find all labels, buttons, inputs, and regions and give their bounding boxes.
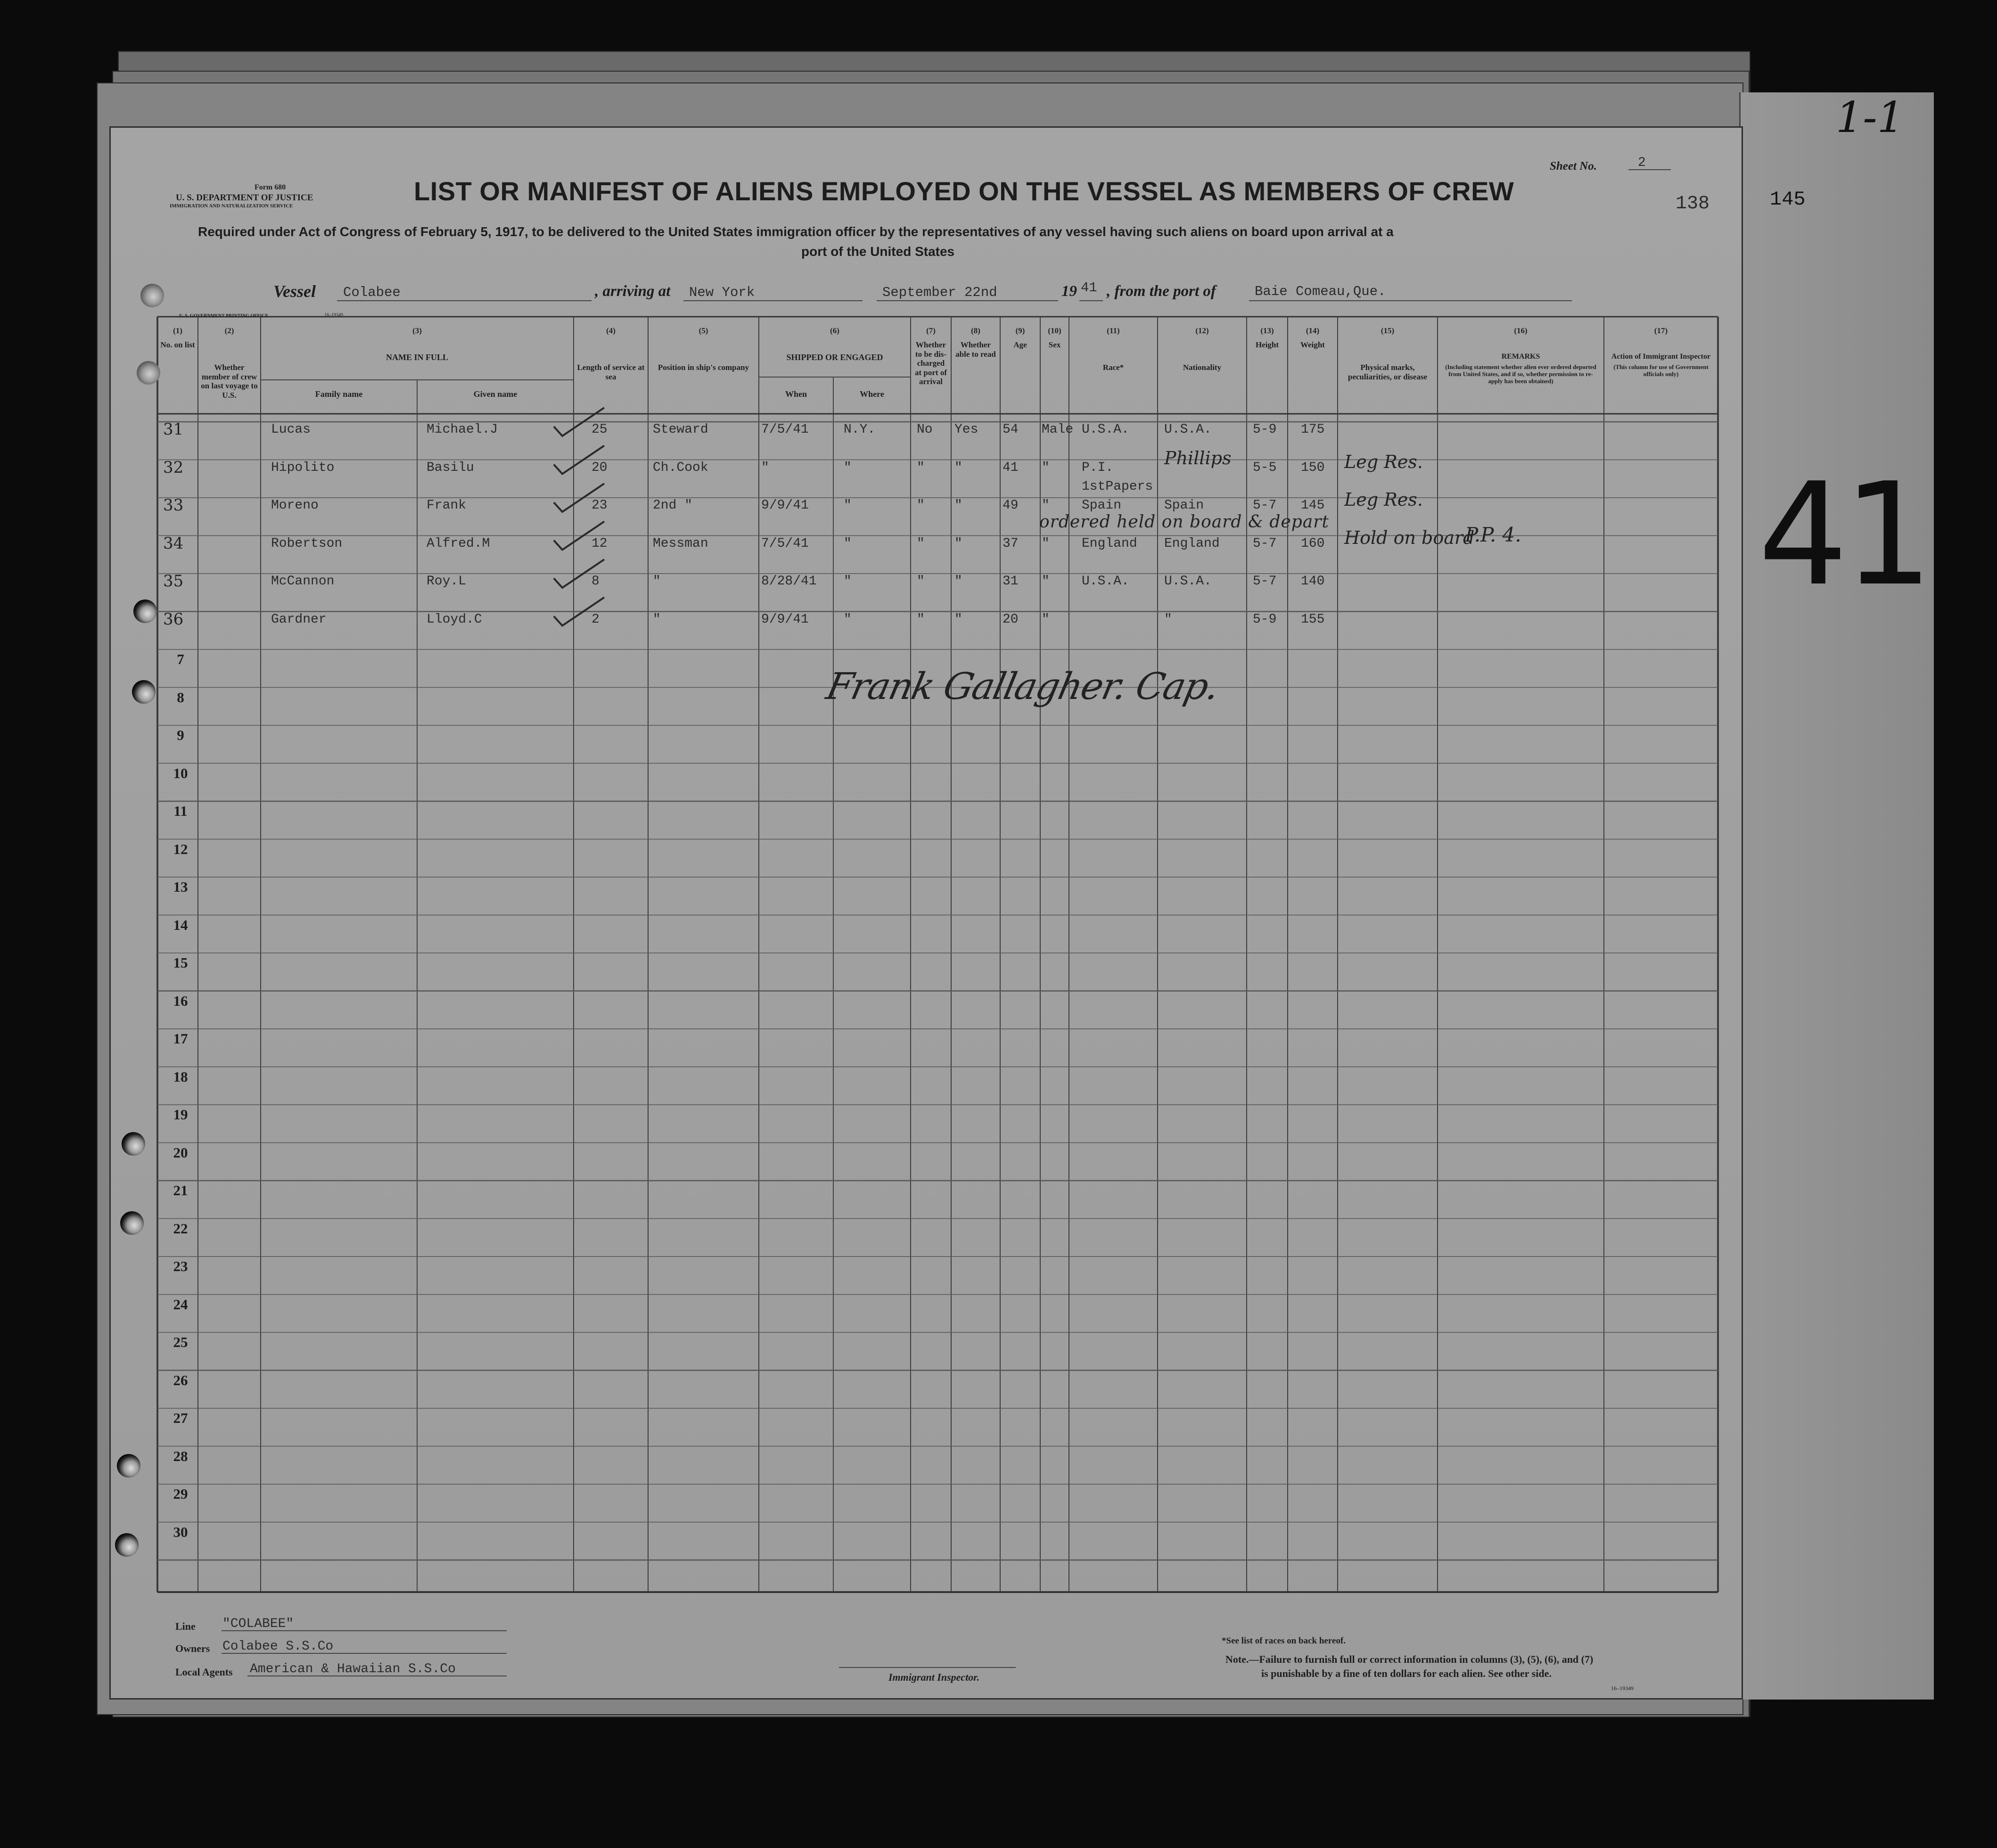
- column-number: (2): [224, 326, 234, 335]
- column-number: (3): [412, 326, 422, 335]
- age-cell: 31: [1003, 574, 1019, 589]
- column-number: (16): [1514, 326, 1528, 335]
- discharged-cell: ": [917, 612, 925, 627]
- able-to-read-cell: ": [954, 498, 962, 513]
- row-number: 13: [173, 879, 188, 895]
- overwritten-annotation: ordered held on board & depart: [1039, 512, 1329, 532]
- penalty-note-line2: is punishable by a fine of ten dollars for each alien. See other side.: [1261, 1667, 1552, 1679]
- weight-cell: 145: [1301, 498, 1325, 513]
- shipped-when-cell: 8/28/41: [761, 574, 817, 589]
- row-number: 14: [173, 916, 188, 933]
- row-number: 24: [173, 1296, 188, 1313]
- column-number: (12): [1195, 326, 1209, 335]
- able-to-read-cell: Yes: [954, 422, 978, 437]
- sex-cell: ": [1042, 498, 1050, 513]
- row-number: 12: [173, 840, 188, 857]
- nationality-cell: U.S.A.: [1164, 574, 1212, 589]
- service-length-cell: 8: [592, 574, 600, 589]
- family-name-cell: Moreno: [271, 498, 319, 513]
- page-title: LIST OR MANIFEST OF ALIENS EMPLOYED ON THE VESSEL AS MEMBERS OF CREW: [414, 176, 1514, 206]
- column-header: No. on list: [160, 340, 195, 349]
- shipped-where-cell: ": [844, 498, 852, 513]
- year-prefix: 19: [1061, 283, 1077, 300]
- able-to-read-cell: ": [954, 460, 962, 475]
- owners-label: Owners: [175, 1643, 210, 1654]
- given-name-cell: Basilu: [427, 460, 474, 475]
- sex-cell: ": [1042, 460, 1050, 475]
- stamp-145: 145: [1770, 188, 1806, 211]
- family-name-cell: Lucas: [271, 422, 311, 437]
- family-name-cell: McCannon: [271, 574, 335, 589]
- shipped-when-cell: 9/9/41: [761, 612, 809, 627]
- row-number: 26: [173, 1372, 188, 1388]
- age-cell: 49: [1003, 498, 1019, 513]
- row-number: 11: [173, 803, 188, 819]
- column-number: (11): [1107, 326, 1120, 335]
- row-number: 9: [177, 727, 184, 743]
- column-number: (13): [1260, 326, 1274, 335]
- arriving-port: New York: [689, 285, 755, 300]
- column-number: (9): [1015, 326, 1025, 335]
- column-header: NAME IN FULL: [386, 353, 448, 362]
- age-cell: 37: [1003, 536, 1019, 551]
- column-header: Whether member of crew on last voyage to U.S.: [201, 363, 258, 400]
- height-cell: 5-7: [1253, 574, 1277, 589]
- stamp-138: 138: [1676, 193, 1710, 214]
- shipped-when-cell: 9/9/41: [761, 498, 809, 513]
- shipped-when-cell: 7/5/41: [761, 536, 809, 551]
- form-number: Form 680: [255, 183, 286, 191]
- discharged-cell: ": [917, 460, 925, 475]
- row-number: 33: [163, 496, 184, 515]
- given-name-cell: Lloyd.C: [427, 612, 482, 627]
- race-note-cell: 1stPapers: [1082, 479, 1153, 494]
- weight-cell: 140: [1301, 574, 1325, 589]
- row-number: 7: [177, 651, 184, 667]
- vessel-name: Colabee: [343, 285, 401, 300]
- service-length-cell: 12: [592, 536, 608, 551]
- owners-value: Colabee S.S.Co: [222, 1639, 334, 1654]
- agents-label: Local Agents: [175, 1666, 233, 1678]
- row-number: 17: [173, 1030, 188, 1047]
- arriving-label: , arriving at: [595, 283, 671, 300]
- column-header: Height: [1255, 340, 1279, 349]
- binder-hole: [120, 1211, 144, 1235]
- column-header: Whether able to read: [955, 340, 996, 359]
- line-value: "COLABEE": [222, 1617, 294, 1631]
- row-number: 36: [163, 609, 184, 629]
- sex-cell: ": [1042, 612, 1050, 627]
- discharged-cell: ": [917, 574, 925, 589]
- column-header: Race*: [1102, 363, 1124, 372]
- binder-hole: [122, 1132, 145, 1156]
- binder-hole: [133, 600, 157, 623]
- able-to-read-cell: ": [954, 536, 962, 551]
- height-cell: 5-7: [1253, 498, 1277, 513]
- row-number: 31: [163, 420, 184, 439]
- shipped-where-cell: ": [844, 612, 852, 627]
- service-name: IMMIGRATION AND NATURALIZATION SERVICE: [170, 203, 293, 209]
- races-note: *See list of races on back hereof.: [1222, 1636, 1346, 1646]
- height-cell: 5-9: [1253, 422, 1277, 437]
- column-header: Sex: [1048, 340, 1061, 349]
- position-cell: ": [653, 574, 661, 589]
- agents-value: American & Hawaiian S.S.Co: [250, 1662, 456, 1676]
- row-number: 22: [173, 1220, 188, 1237]
- height-cell: 5-7: [1253, 536, 1277, 551]
- nationality-cell: England: [1164, 536, 1220, 551]
- arrival-date: September 22nd: [882, 285, 997, 300]
- discharged-cell: ": [917, 498, 925, 513]
- nationality-cell: Spain: [1164, 498, 1204, 513]
- weight-cell: 155: [1301, 612, 1325, 627]
- master-signature: Frank Gallagher. Cap.: [822, 665, 1223, 708]
- column-number: (1): [173, 326, 182, 335]
- service-length-cell: 25: [592, 422, 608, 437]
- column-header: Action of Immigrant Inspector: [1611, 353, 1711, 361]
- binder-hole: [137, 361, 160, 385]
- binder-hole: [140, 284, 164, 307]
- race-cell: U.S.A.: [1082, 422, 1129, 437]
- sheet-number: 2: [1638, 156, 1646, 170]
- column-number: (8): [971, 326, 980, 335]
- column-header-note: (This column for use of Government officials only): [1613, 363, 1709, 378]
- row-number: 29: [173, 1486, 188, 1502]
- row-number: 28: [173, 1447, 188, 1464]
- position-cell: Steward: [653, 422, 708, 437]
- remarks-cell: P.P. 4.: [1465, 523, 1521, 546]
- column-header: Physical marks, peculiarities, or disease: [1348, 363, 1428, 381]
- row-number: 27: [173, 1410, 188, 1426]
- penalty-note-line1: Note.—Failure to furnish full or correct information in columns (3), (5), (6), and (7): [1225, 1653, 1594, 1665]
- departure-port: Baie Comeau,Que.: [1255, 284, 1386, 299]
- position-cell: Ch.Cook: [653, 460, 708, 475]
- height-cell: 5-9: [1253, 612, 1277, 627]
- able-to-read-cell: ": [954, 612, 962, 627]
- given-name-cell: Frank: [427, 498, 467, 513]
- binder-hole: [117, 1454, 140, 1478]
- footer-form-code: 16–19349: [1611, 1685, 1634, 1692]
- binder-hole: [132, 680, 156, 704]
- family-name-cell: Gardner: [271, 612, 327, 627]
- shipped-where-cell: N.Y.: [844, 422, 876, 437]
- row-number: 8: [177, 689, 184, 706]
- shipped-when-cell: ": [761, 460, 769, 475]
- port-label: , from the port of: [1107, 283, 1216, 300]
- service-length-cell: 2: [592, 612, 600, 627]
- column-number: (4): [606, 326, 616, 335]
- race-cell: England: [1082, 536, 1137, 551]
- nationality-cell: Phillips: [1164, 447, 1232, 468]
- discharged-cell: ": [917, 536, 925, 551]
- row-number: 25: [173, 1334, 188, 1350]
- margin-number: 41: [1758, 452, 1929, 617]
- discharged-cell: No: [917, 422, 933, 437]
- nationality-cell: ": [1164, 612, 1172, 627]
- service-length-cell: 20: [592, 460, 608, 475]
- shipped-where-cell: ": [844, 536, 852, 551]
- page-subtitle-line2: port of the United States: [801, 244, 955, 259]
- age-cell: 54: [1003, 422, 1019, 437]
- row-number: 10: [173, 764, 188, 781]
- department-name: U. S. DEPARTMENT OF JUSTICE: [176, 193, 313, 203]
- column-header: Weight: [1300, 340, 1325, 349]
- inspector-label: Immigrant Inspector.: [888, 1671, 980, 1683]
- weight-cell: 175: [1301, 422, 1325, 437]
- column-number: (7): [926, 326, 936, 335]
- row-number: 23: [173, 1258, 188, 1274]
- nationality-cell: U.S.A.: [1164, 422, 1212, 437]
- height-cell: 5-5: [1253, 460, 1277, 475]
- column-header: Whether to be dis-charged at port of arrival: [915, 340, 947, 386]
- column-number: (14): [1306, 326, 1320, 335]
- column-number: (15): [1381, 326, 1395, 335]
- position-cell: ": [653, 612, 661, 627]
- column-header: SHIPPED OR ENGAGED: [786, 353, 883, 362]
- physical-marks-cell: Leg Res.: [1344, 489, 1423, 510]
- family-name-cell: Robertson: [271, 536, 343, 551]
- sex-cell: ": [1042, 536, 1050, 551]
- row-number: 21: [173, 1182, 188, 1199]
- physical-marks-cell: Leg Res.: [1344, 451, 1423, 472]
- column-number: (10): [1048, 326, 1061, 335]
- column-header: Nationality: [1183, 363, 1222, 372]
- family-name-cell: Hipolito: [271, 460, 335, 475]
- column-header: Position in ship's company: [657, 363, 749, 372]
- row-number: 34: [163, 534, 184, 553]
- sheet-label: Sheet No.: [1550, 160, 1597, 172]
- column-header: Length of service at sea: [577, 363, 645, 381]
- given-name-cell: Roy.L: [427, 574, 467, 589]
- column-number: (6): [830, 326, 839, 335]
- age-cell: 41: [1003, 460, 1019, 475]
- column-number: (17): [1654, 326, 1668, 335]
- printing-code: 16–19349: [324, 312, 343, 318]
- shipped-where-cell: ": [844, 574, 852, 589]
- binder-hole: [115, 1533, 139, 1557]
- row-number: 30: [173, 1523, 188, 1540]
- line-label: Line: [175, 1620, 196, 1632]
- column-subheader: When: [785, 389, 807, 399]
- column-header-note: (Including statement whether alien ever ordered deported from United States, and if so, whether permission to re-apply has been obtained): [1445, 363, 1596, 385]
- weight-cell: 150: [1301, 460, 1325, 475]
- row-number: 16: [173, 992, 188, 1009]
- row-number: 19: [173, 1106, 188, 1123]
- shipped-when-cell: 7/5/41: [761, 422, 809, 437]
- shipped-where-cell: ": [844, 460, 852, 475]
- race-cell: Spain: [1082, 498, 1122, 513]
- position-cell: 2nd ": [653, 498, 693, 513]
- printing-office: U. S. GOVERNMENT PRINTING OFFICE: [179, 313, 269, 319]
- age-cell: 20: [1003, 612, 1019, 627]
- column-header: REMARKS: [1501, 353, 1540, 361]
- column-subheader: Given name: [473, 389, 518, 399]
- column-number: (5): [699, 326, 708, 335]
- year-suffix: 41: [1081, 280, 1097, 296]
- race-cell: U.S.A.: [1082, 574, 1129, 589]
- row-number: 35: [163, 572, 184, 591]
- given-name-cell: Michael.J: [427, 422, 498, 437]
- weight-cell: 160: [1301, 536, 1325, 551]
- position-cell: Messman: [653, 536, 708, 551]
- race-cell: P.I.: [1082, 460, 1114, 475]
- sex-cell: Male: [1042, 422, 1074, 437]
- row-number: 18: [173, 1068, 188, 1085]
- row-number: 20: [173, 1144, 188, 1161]
- row-number: 15: [173, 954, 188, 971]
- column-subheader: Family name: [315, 389, 363, 399]
- page-subtitle-line1: Required under Act of Congress of February 5, 1917, to be delivered to the United States immigration officer by the representatives of any vessel having such aliens on board upon arrival at a: [198, 224, 1394, 239]
- service-length-cell: 23: [592, 498, 608, 513]
- physical-marks-cell: Hold on board: [1344, 527, 1475, 548]
- row-number: 32: [163, 458, 184, 477]
- given-name-cell: Alfred.M: [427, 536, 490, 551]
- column-header: Age: [1013, 340, 1027, 349]
- vessel-label: Vessel: [273, 282, 316, 301]
- sex-cell: ": [1042, 574, 1050, 589]
- column-subheader: Where: [860, 389, 884, 399]
- able-to-read-cell: ": [954, 574, 962, 589]
- corner-mark: 1-1: [1836, 93, 1904, 142]
